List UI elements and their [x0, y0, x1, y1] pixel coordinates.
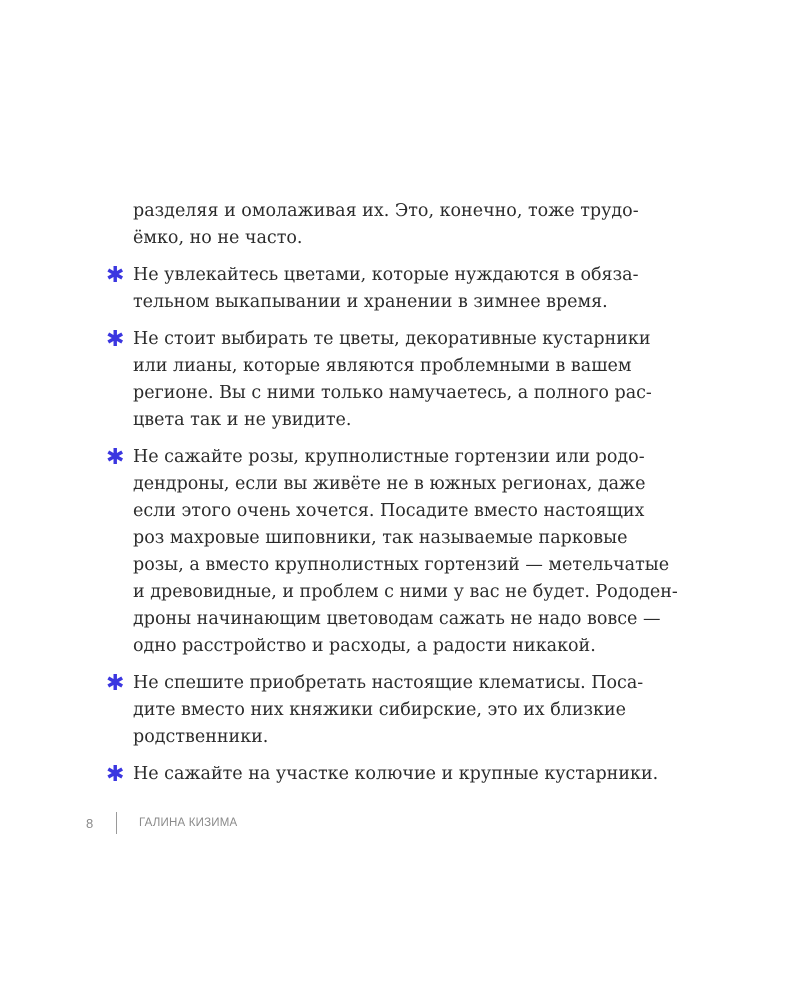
text-line: если этого очень хочется. Посадите вместо настоящих: [133, 501, 645, 521]
text-line: родственники.: [133, 727, 269, 747]
bullet-item: [106, 444, 746, 660]
asterisk-bullet-icon: ✱: [106, 671, 125, 696]
bullet-item: [106, 670, 746, 751]
body-text: [106, 198, 746, 798]
asterisk-bullet-icon: ✱: [106, 263, 125, 288]
running-head-author: ГАЛИНА КИЗИМА: [139, 817, 238, 829]
text-line: Не увлекайтесь цветами, которые нуждаются в обяза-: [133, 265, 639, 285]
text-line: дите вместо них княжики сибирские, это их близкие: [133, 700, 627, 720]
text-line: цвета так и не увидите.: [133, 410, 352, 430]
bullet-item: [106, 761, 746, 788]
text-line: одно расстройство и расходы, а радости никакой.: [133, 636, 596, 656]
text-line: разделяя и омолаживая их. Это, конечно, тоже трудо-: [133, 201, 639, 221]
text-line: Не стоит выбирать те цветы, декоративные кустарники: [133, 329, 651, 349]
text-line: тельном выкапывании и хранении в зимнее время.: [133, 292, 608, 312]
text-line: розы, а вместо крупнолистных гортензий — метельчатые: [133, 555, 670, 575]
text-line: или лианы, которые являются проблемными в вашем: [133, 356, 632, 376]
bullet-item: [106, 262, 746, 316]
text-line: Не сажайте розы, крупнолистные гортензии или родо-: [133, 447, 645, 467]
bullet-item: [106, 326, 746, 434]
asterisk-bullet-icon: ✱: [106, 762, 125, 787]
text-line: ёмко, но не часто.: [133, 228, 303, 248]
text-line: дроны начинающим цветоводам сажать не надо вовсе —: [133, 609, 661, 629]
text-line: Не сажайте на участке колючие и крупные кустарники.: [133, 764, 659, 784]
paragraph-continuation: [106, 198, 746, 252]
asterisk-bullet-icon: ✱: [106, 445, 125, 470]
page-number: 8: [86, 816, 94, 831]
text-line: дендроны, если вы живёте не в южных регионах, даже: [133, 474, 646, 494]
text-line: регионе. Вы с ними только намучаетесь, а полного рас-: [133, 383, 652, 403]
text-line: Не спешите приобретать настоящие клематисы. Поса-: [133, 673, 644, 693]
text-line: и древовидные, и проблем с ними у вас не будет. Рододен-: [133, 582, 678, 602]
asterisk-bullet-icon: ✱: [106, 327, 125, 352]
text-line: роз махровые шиповники, так называемые парковые: [133, 528, 628, 548]
footer-divider: [116, 812, 117, 834]
page-footer: [0, 812, 800, 836]
